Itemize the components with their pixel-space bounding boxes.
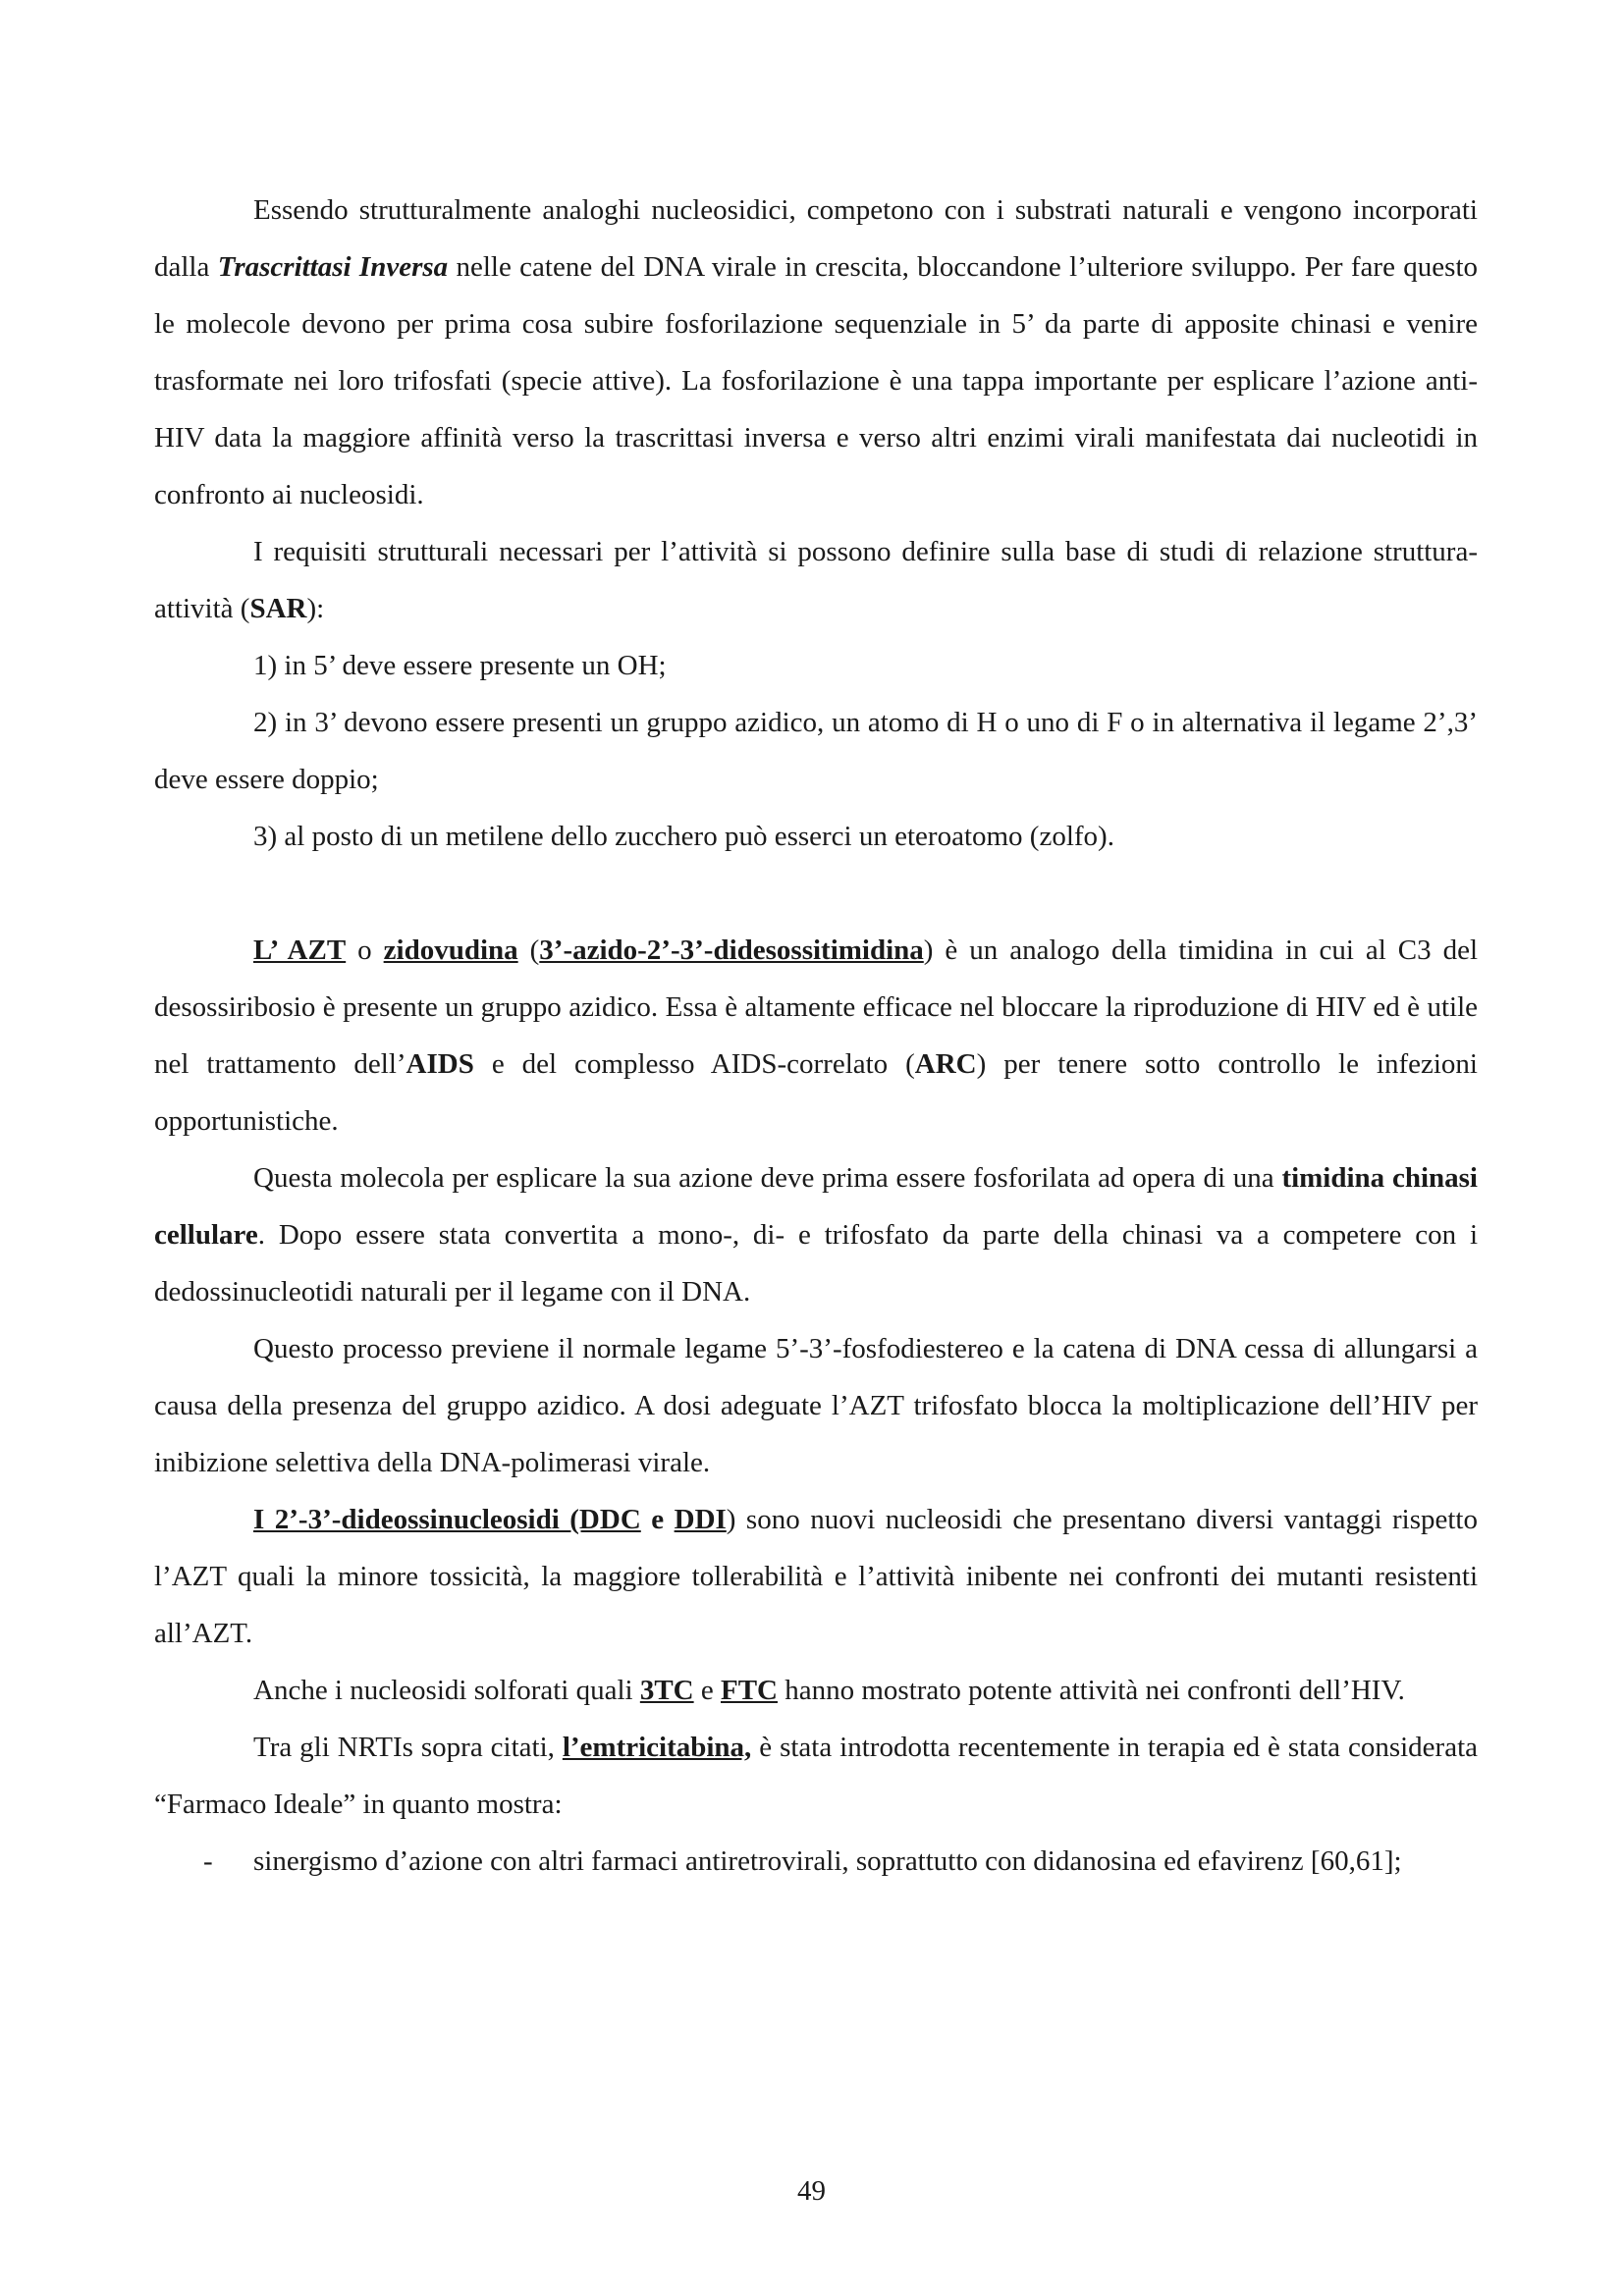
- ideal-drug-list: [154, 1833, 1478, 1890]
- term-azt-chemical-name: 3’-azido-2’-3’-didesossitimidina: [539, 934, 924, 966]
- term-zidovudina: zidovudina: [383, 934, 518, 966]
- paragraph-phosphorylation: Questa molecola per esplicare la sua azione deve prima essere fosforilata ad opera di una timidina chinasi cellulare. Dopo essere stata convertita a mono-, di- e trifosfato da parte della chinasi va a competere con i dedossinucleotidi naturali per il legame con il DNA.: [154, 1162, 1478, 1308]
- paragraph-azt: L’ AZT o zidovudina (3’-azido-2’-3’-didesossitimidina) è un analogo della timidina in cui al C3 del desossiribosio è presente un gruppo azidico. Essa è altamente efficace nel bloccare la riproduzione di HIV ed è utile nel trattamento dell’AIDS e del complesso AIDS-correlato (ARC) per tenere sotto controllo le infezioni opportunistiche.: [154, 934, 1479, 1137]
- requirement-3: 3) al posto di un metilene dello zucchero può esserci un eteroatomo (zolfo).: [253, 821, 1114, 852]
- paragraph-sulfur-nucleosides: Anche i nucleosidi solforati quali 3TC e FTC hanno mostrato potente attività nei confronti dell’HIV.: [253, 1675, 1405, 1706]
- paragraph-emtricitabine: Tra gli NRTIs sopra citati, l’emtricitabina, è stata introdotta recentemente in terapia ed è stata considerata “Farmaco Ideale” in quanto mostra:: [154, 1732, 1479, 1820]
- term-3tc: 3TC: [639, 1675, 694, 1706]
- paragraph-dideoxynucleosides: I 2’-3’-dideossinucleosidi (DDC e DDI) sono nuovi nucleosidi che presentano diversi vantaggi rispetto l’AZT quali la minore tossicità, la maggiore tollerabilità e l’attività inibente nei confronti dei mutanti resistenti all’AZT.: [154, 1504, 1478, 1649]
- term-dideoxynucleosides: I 2’-3’-dideossinucleosidi (DDC: [253, 1504, 641, 1535]
- page-number: 49: [797, 2175, 826, 2207]
- requirement-1: 1) in 5’ deve essere presente un OH;: [253, 650, 667, 681]
- term-aids: AIDS: [406, 1048, 474, 1080]
- term-emtricitabine: l’emtricitabina,: [562, 1732, 752, 1763]
- term-sar: SAR: [249, 593, 307, 624]
- term-reverse-transcriptase: Trascrittasi Inversa: [217, 251, 449, 283]
- paragraph-sar-intro: I requisiti strutturali necessari per l’attività si possono definire sulla base di studi di relazione struttura-attività (SAR):: [154, 536, 1478, 624]
- list-item: - sinergismo d’azione con altri farmaci antiretrovirali, soprattutto con didanosina ed efavirenz [60,61];: [154, 1833, 1478, 1890]
- term-thymidine-kinase: timidina chinasi cellulare: [154, 1162, 1478, 1251]
- paragraph-dna-chain: Questo processo previene il normale legame 5’-3’-fosfodiestereo e la catena di DNA cessa di allungarsi a causa della presenza del gruppo azidico. A dosi adeguate l’AZT trifosfato blocca la moltiplicazione dell’HIV per inibizione selettiva della DNA-polimerasi virale.: [154, 1333, 1478, 1478]
- term-ftc: FTC: [721, 1675, 778, 1706]
- term-arc: ARC: [914, 1048, 977, 1080]
- term-ddi: DDI: [674, 1504, 727, 1535]
- term-azt: L’ AZT: [253, 934, 347, 966]
- list-dash: -: [203, 1845, 213, 1877]
- paragraph-nucleoside-analogs: Essendo strutturalmente analoghi nucleosidici, competono con i substrati naturali e vengono incorporati dalla Trascrittasi Inversa nelle catene del DNA virale in crescita, bloccandone l’ulteriore sviluppo. Per fare questo le molecole devono per prima cosa subire fosforilazione sequenziale in 5’ da parte di apposite chinasi e venire trasformate nei loro trifosfati (specie attive). La fosforilazione è una tappa importante per esplicare l’azione anti-HIV data la maggiore affinità verso la trascrittasi inversa e verso altri enzimi virali manifestata dai nucleotidi in confronto ai nucleosidi.: [154, 194, 1479, 510]
- document-body: [154, 182, 1478, 1890]
- requirement-2: 2) in 3’ devono essere presenti un gruppo azidico, un atomo di H o uno di F o in alternativa il legame 2’,3’ deve essere doppio;: [154, 707, 1478, 795]
